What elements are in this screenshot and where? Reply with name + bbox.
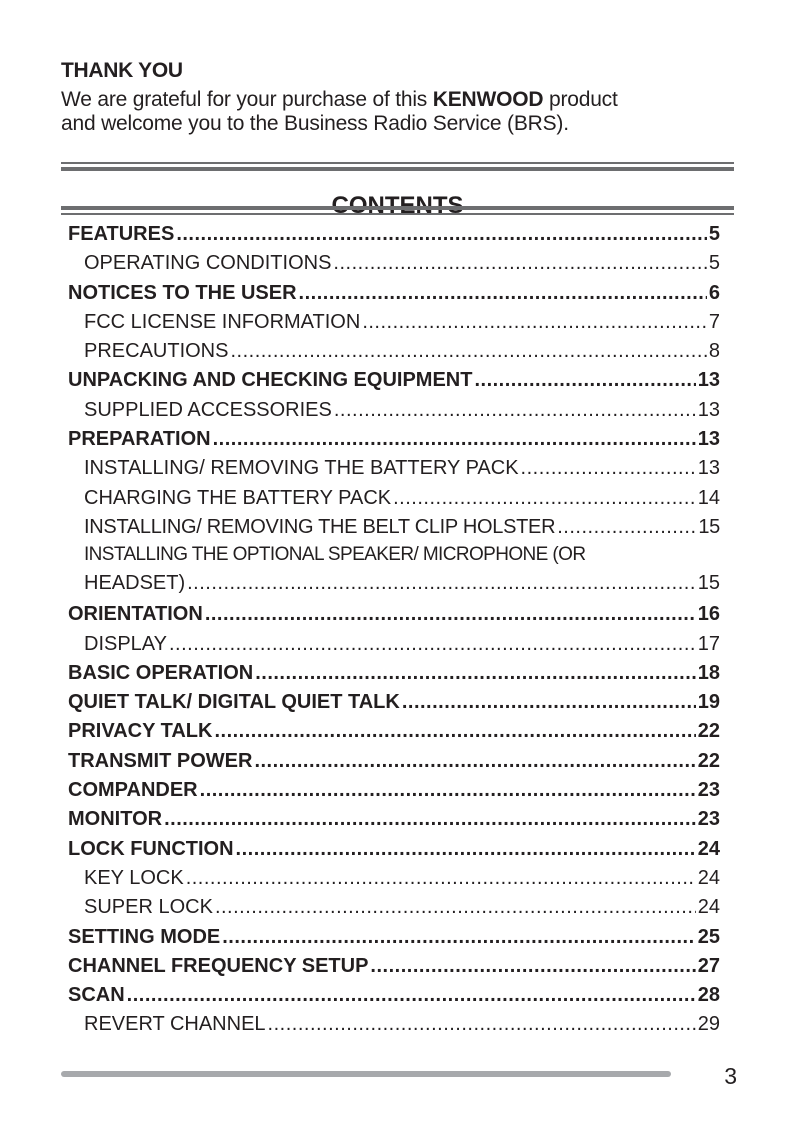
toc-leader-dots [205, 600, 696, 629]
toc-entry-title: FEATURES [68, 223, 175, 245]
toc-entry-key-lock[interactable] [68, 864, 720, 893]
message-text-start: We are grateful for your purchase of this [61, 88, 433, 111]
toc-leader-dots [186, 864, 696, 893]
brand-name: KENWOOD [432, 88, 544, 111]
toc-leader-dots [268, 1010, 696, 1039]
toc-page-number: 5 [708, 223, 720, 245]
toc-entry-scan[interactable] [68, 981, 720, 1010]
toc-leader-dots [236, 835, 696, 864]
toc-entry-title-line-2: HEADSET) [84, 572, 186, 595]
toc-page-number: 13 [697, 457, 720, 480]
toc-entry-basic-operation[interactable] [68, 659, 720, 688]
toc-leader-dots [176, 220, 707, 249]
toc-page-number: 13 [697, 369, 720, 392]
toc-page-number: 15 [697, 572, 720, 595]
toc-page-number: 8 [708, 340, 720, 363]
toc-page-number: 6 [708, 281, 720, 304]
toc-page-number: 22 [697, 749, 720, 772]
toc-page-number: 15 [698, 515, 720, 538]
toc-entry-channel-frequency-setup[interactable] [68, 952, 720, 981]
toc-leader-dots [557, 513, 696, 542]
toc-entry-title: INSTALLING/ REMOVING THE BATTERY PACK [84, 457, 519, 480]
table-of-contents [68, 220, 720, 1040]
toc-entry-title: QUIET TALK/ DIGITAL QUIET TALK [68, 691, 400, 714]
contents-top-rule-thin [61, 162, 734, 164]
toc-leader-dots [474, 366, 695, 395]
toc-leader-dots [334, 396, 696, 425]
toc-entry-title: PREPARATION [68, 428, 211, 451]
toc-entry-charging-battery-pack[interactable] [68, 484, 720, 513]
toc-entry-title: UNPACKING AND CHECKING EQUIPMENT [68, 369, 473, 392]
toc-entry-transmit-power[interactable] [68, 747, 720, 776]
toc-entry-title: CHANNEL FREQUENCY SETUP [68, 954, 369, 977]
toc-entry-installing-removing-battery-pack[interactable] [68, 454, 720, 483]
footer-bar [61, 1071, 671, 1077]
toc-page-number: 25 [697, 925, 720, 948]
toc-entry-display[interactable] [68, 630, 720, 659]
toc-entry-title: FCC LICENSE INFORMATION [84, 310, 361, 333]
toc-entry-title: ORIENTATION [68, 603, 203, 626]
toc-entry-orientation[interactable] [68, 600, 720, 629]
toc-leader-dots [169, 630, 696, 659]
toc-page-number: 29 [697, 1013, 720, 1036]
toc-page-number: 19 [697, 691, 720, 714]
toc-entry-installing-optional-speaker-microphone[interactable] [68, 542, 720, 600]
toc-leader-dots [393, 484, 696, 513]
toc-entry-title: TRANSMIT POWER [68, 749, 253, 772]
toc-entry-operating-conditions[interactable] [68, 249, 720, 278]
toc-entry-title: NOTICES TO THE USER [68, 281, 297, 304]
toc-entry-title: MONITOR [68, 808, 163, 831]
toc-entry-notices-to-the-user[interactable] [68, 279, 720, 308]
toc-entry-lock-function[interactable] [68, 835, 720, 864]
toc-leader-dots [521, 454, 696, 483]
toc-page-number: 22 [697, 720, 720, 743]
thank-you-section [61, 58, 751, 136]
toc-page-number: 14 [697, 486, 720, 509]
toc-entry-quiet-talk[interactable] [68, 688, 720, 717]
toc-entry-revert-channel[interactable] [68, 1010, 720, 1039]
toc-leader-dots [402, 688, 696, 717]
toc-entry-title: OPERATING CONDITIONS [84, 252, 332, 275]
toc-page-number: 24 [697, 866, 720, 889]
toc-entry-title: PRECAUTIONS [84, 340, 229, 363]
toc-leader-dots [222, 923, 696, 952]
toc-entry-fcc-license-information[interactable] [68, 308, 720, 337]
toc-page-number: 18 [697, 661, 720, 684]
toc-entry-title: INSTALLING/ REMOVING THE BELT CLIP HOLSTER [84, 515, 556, 538]
toc-entry-title: SCAN [68, 984, 125, 1007]
toc-leader-dots [254, 747, 695, 776]
toc-entry-super-lock[interactable] [68, 893, 720, 922]
toc-entry-precautions[interactable] [68, 337, 720, 366]
toc-page-number: 16 [697, 603, 720, 626]
contents-bottom-rule-thin [61, 213, 734, 215]
toc-entry-title: SETTING MODE [68, 925, 221, 948]
toc-entry-title: PRIVACY TALK [68, 720, 213, 743]
toc-entry-title: LOCK FUNCTION [68, 837, 234, 860]
toc-entry-privacy-talk[interactable] [68, 717, 720, 746]
toc-leader-dots [164, 805, 696, 834]
toc-page-number: 7 [708, 310, 720, 333]
toc-page-number: 13 [697, 428, 720, 451]
toc-entry-supplied-accessories[interactable] [68, 396, 720, 425]
toc-page-number: 24 [697, 896, 720, 919]
thank-you-heading: THANK YOU [61, 59, 183, 82]
thank-you-message [61, 88, 751, 136]
toc-page-number: 23 [697, 779, 720, 802]
toc-page-number: 5 [708, 252, 720, 275]
toc-entry-preparation[interactable] [68, 425, 720, 454]
toc-entry-title: SUPPLIED ACCESSORIES [84, 398, 332, 421]
toc-page-number: 27 [697, 954, 720, 977]
toc-entry-title: CHARGING THE BATTERY PACK [84, 486, 392, 509]
toc-page-number: 24 [697, 837, 720, 860]
toc-page-number: 13 [697, 398, 720, 421]
message-text-end: product [543, 88, 618, 111]
toc-entry-title: SUPER LOCK [84, 896, 213, 919]
toc-entry-title-line-2-row [84, 568, 720, 598]
toc-page-number: 17 [697, 632, 720, 655]
toc-entry-compander[interactable] [68, 776, 720, 805]
toc-leader-dots [127, 981, 696, 1010]
toc-entry-features[interactable] [68, 220, 720, 249]
toc-entry-unpacking-and-checking-equipment[interactable] [68, 366, 720, 395]
contents-bottom-rule-thick [61, 206, 734, 210]
toc-leader-dots [370, 952, 695, 981]
toc-entry-title: DISPLAY [84, 632, 167, 655]
toc-leader-dots [255, 659, 696, 688]
toc-entry-title-line-1: INSTALLING THE OPTIONAL SPEAKER/ MICROPHONE (OR [84, 544, 586, 566]
toc-entry-title: BASIC OPERATION [68, 661, 254, 684]
contents-top-rule-thick [61, 167, 734, 171]
toc-page-number: 28 [697, 984, 720, 1007]
toc-entry-title: REVERT CHANNEL [84, 1013, 266, 1036]
toc-leader-dots [299, 279, 707, 308]
toc-entry-installing-removing-belt-clip-holster[interactable] [68, 513, 720, 542]
toc-entry-setting-mode[interactable] [68, 923, 720, 952]
toc-leader-dots [215, 893, 696, 922]
toc-leader-dots [214, 717, 695, 746]
toc-leader-dots [200, 776, 696, 805]
message-line-2: and welcome you to the Business Radio Service (BRS). [61, 112, 569, 135]
toc-leader-dots [187, 568, 696, 598]
toc-leader-dots [213, 425, 696, 454]
toc-page-number: 23 [697, 808, 720, 831]
toc-leader-dots [333, 249, 706, 278]
toc-entry-title: COMPANDER [68, 779, 198, 802]
toc-entry-title: KEY LOCK [84, 866, 184, 889]
page-number: 3 [724, 1063, 737, 1089]
toc-entry-monitor[interactable] [68, 805, 720, 834]
toc-leader-dots [362, 308, 707, 337]
toc-leader-dots [230, 337, 706, 366]
